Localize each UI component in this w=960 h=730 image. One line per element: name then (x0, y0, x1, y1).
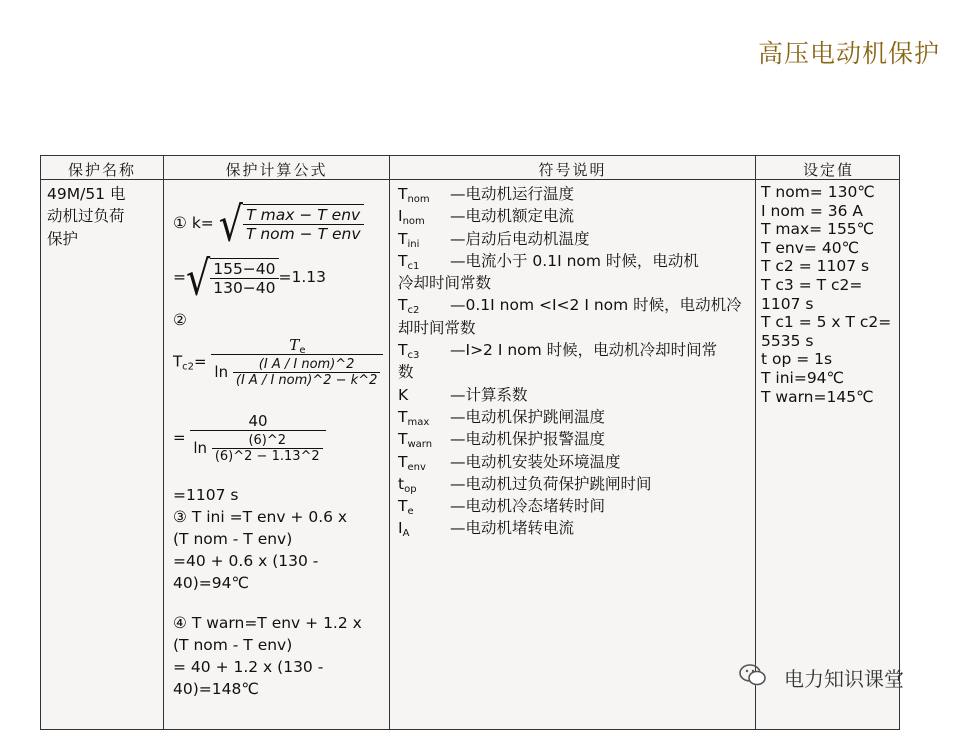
formula-line: ③ T ini =T env + 0.6 x (173, 508, 348, 526)
symbol-description: —电动机堵转电流 (450, 519, 575, 538)
inner-denominator: (I A / I nom)^2 − k^2 (233, 372, 380, 388)
formula-line: =40 + 0.6 x (130 - (173, 552, 319, 570)
te-symbol: T (289, 336, 300, 354)
symbol-description: —电动机过负荷保护跳闸时间 (450, 474, 652, 493)
symbol-subscript: c1 (407, 260, 420, 272)
equals: = (173, 428, 186, 447)
symbol-name: T (398, 251, 408, 270)
symbol-description: —电动机运行温度 (450, 185, 575, 203)
symbol-row (398, 294, 742, 316)
symbol-subscript: env (407, 461, 426, 473)
symbol-name: T (398, 296, 408, 315)
symbol-subscript: op (404, 483, 417, 495)
symbol-name: T (398, 341, 408, 360)
settings-cell (761, 183, 891, 406)
symbol-row (398, 183, 742, 205)
formula-line: ④ T warn=T env + 1.2 x (173, 614, 362, 632)
formula-line: =1107 s (173, 486, 239, 504)
header-protection-name: 保护名称 (67, 161, 136, 179)
symbol-row (398, 361, 742, 383)
formula-k-value (173, 250, 327, 305)
symbol-description: —电动机保护报警温度 (450, 430, 606, 449)
protection-table (40, 155, 900, 730)
column-divider (389, 156, 390, 729)
fraction-denominator (190, 430, 325, 464)
symbol-row (398, 250, 742, 272)
symbol-description: 却时间常数 (398, 318, 476, 337)
fraction-numerator (286, 336, 308, 354)
formula-k (173, 196, 364, 251)
symbol-subscript: nom (402, 216, 425, 228)
header-symbols: 符号说明 (538, 161, 607, 179)
formula-line: 40)=94℃ (173, 574, 249, 592)
setting-line: T env= 40℃ (761, 238, 859, 257)
formula-k-label: ① k= (173, 214, 214, 232)
symbol-subscript: c2 (407, 305, 420, 317)
symbol-name: T (398, 229, 408, 248)
symbol-description: —I>2 I nom 时候，电动机冷却时间常 (450, 341, 718, 360)
symbol-row (398, 406, 742, 428)
fraction-denominator: 130−40 (210, 278, 278, 297)
symbol-subscript: max (407, 416, 430, 428)
header-settings: 设定值 (802, 161, 854, 179)
symbol-description: —电流小于 0.1I nom 时候，电动机 (450, 251, 699, 270)
setting-line: T c1 = 5 x T c2= (761, 313, 892, 332)
fraction-numerator: T max − T env (246, 206, 361, 224)
fraction (211, 336, 383, 388)
symbol-description: —0.1I nom <I<2 I nom 时候，电动机冷 (450, 296, 742, 315)
inner-denominator: (6)^2 − 1.13^2 (212, 448, 323, 464)
symbol-subscript: warn (407, 439, 433, 451)
symbol-row (398, 495, 742, 517)
symbol-description: —电动机保护跳闸温度 (450, 407, 606, 426)
symbol-name: T (398, 407, 408, 426)
formula-result: =1.13 (278, 268, 327, 286)
symbol-name: I (398, 519, 403, 538)
protection-name-cell (47, 183, 125, 250)
setting-line: T max= 155℃ (761, 220, 875, 239)
fraction-numerator: 155−40 (213, 260, 276, 278)
symbol-subscript: ini (407, 238, 420, 250)
symbol-name: T (398, 430, 408, 449)
fraction-denominator (211, 354, 383, 388)
te-subscript: e (299, 345, 306, 356)
symbol-row (398, 384, 742, 406)
symbol-row (398, 517, 742, 539)
column-divider (163, 156, 164, 729)
setting-line: T ini=94℃ (761, 368, 844, 387)
header-formula: 保护计算公式 (225, 161, 328, 179)
equals: = (194, 352, 207, 371)
formula-line: (T nom - T env) (173, 530, 293, 548)
equals: = (173, 268, 186, 286)
formula-tc2-value (173, 412, 326, 464)
setting-line: 1107 s (761, 294, 814, 313)
symbol-row (398, 473, 742, 495)
formula-line: (T nom - T env) (173, 636, 293, 654)
setting-line: T c3 = T c2= (761, 275, 863, 294)
inner-numerator: (I A / I nom)^2 (258, 357, 355, 372)
tc2-symbol: T (173, 352, 183, 371)
symbol-name: t (398, 474, 405, 493)
formula-tail (173, 484, 362, 700)
symbol-row (398, 228, 742, 250)
symbol-row (398, 451, 742, 473)
setting-line: T c2 = 1107 s (761, 257, 870, 276)
protection-name-line: 保护 (47, 229, 79, 248)
tc2-subscript: c2 (182, 361, 195, 373)
setting-line: T nom= 130℃ (761, 183, 875, 201)
inner-fraction (212, 433, 323, 464)
column-divider (755, 156, 756, 729)
sqrt-sign: √ $\frac{155-40}{130-40}$ (186, 258, 279, 297)
setting-line: T warn=145℃ (761, 387, 874, 406)
sqrt-sign: √ $\frac{\text{T max − T env}}{\text{T nom − T env}}$ (219, 204, 364, 243)
fraction (243, 206, 364, 243)
setting-line: I nom = 36 A (761, 201, 863, 220)
symbol-subscript: e (407, 506, 414, 518)
symbol-name: I (398, 207, 403, 226)
formula-2-label: ② (173, 311, 187, 329)
fraction-numerator: 40 (248, 412, 268, 430)
fraction (190, 412, 325, 464)
formula-line (173, 594, 362, 612)
symbol-row (398, 428, 742, 450)
symbol-description: 数 (398, 363, 414, 382)
symbol-description: —启动后电动机温度 (450, 229, 590, 248)
wechat-icon (738, 660, 768, 690)
symbol-description: —电动机额定电流 (450, 207, 575, 226)
formula-line: = 40 + 1.2 x (130 - (173, 658, 324, 676)
protection-name-line: 动机过负荷 (47, 207, 125, 226)
symbol-name: T (398, 452, 408, 471)
symbol-row (398, 205, 742, 227)
inner-numerator: (6)^2 (248, 433, 287, 448)
symbol-description: 冷却时间常数 (398, 274, 492, 293)
symbol-name: K (398, 385, 409, 404)
setting-line: t op = 1s (761, 350, 833, 369)
symbol-description: —电动机安装处环境温度 (450, 452, 621, 471)
symbol-row (398, 317, 742, 339)
setting-line: 5535 s (761, 331, 814, 350)
symbol-row (398, 272, 742, 294)
symbol-row (398, 339, 742, 361)
formula-line: 40)=148℃ (173, 680, 259, 698)
symbol-subscript: nom (407, 194, 430, 205)
symbol-name: T (398, 185, 408, 203)
ln-label: ln (214, 363, 229, 381)
watermark-text: 电力知识课堂 (784, 667, 904, 691)
fraction-denominator: T nom − T env (243, 224, 364, 243)
symbol-subscript: c3 (407, 350, 420, 362)
symbol-name: T (398, 497, 408, 516)
ln-label: ln (193, 439, 208, 457)
fraction (210, 260, 278, 297)
protection-name-line: 49M/51 电 (47, 185, 126, 203)
inner-fraction (233, 357, 380, 388)
formula-tc2 (173, 336, 383, 388)
symbols-cell (398, 183, 742, 540)
symbol-subscript: A (402, 528, 410, 540)
symbol-description: —计算系数 (450, 385, 528, 404)
slide-title: 高压电动机保护 (757, 39, 940, 68)
symbol-description: —电动机冷态堵转时间 (450, 497, 606, 516)
